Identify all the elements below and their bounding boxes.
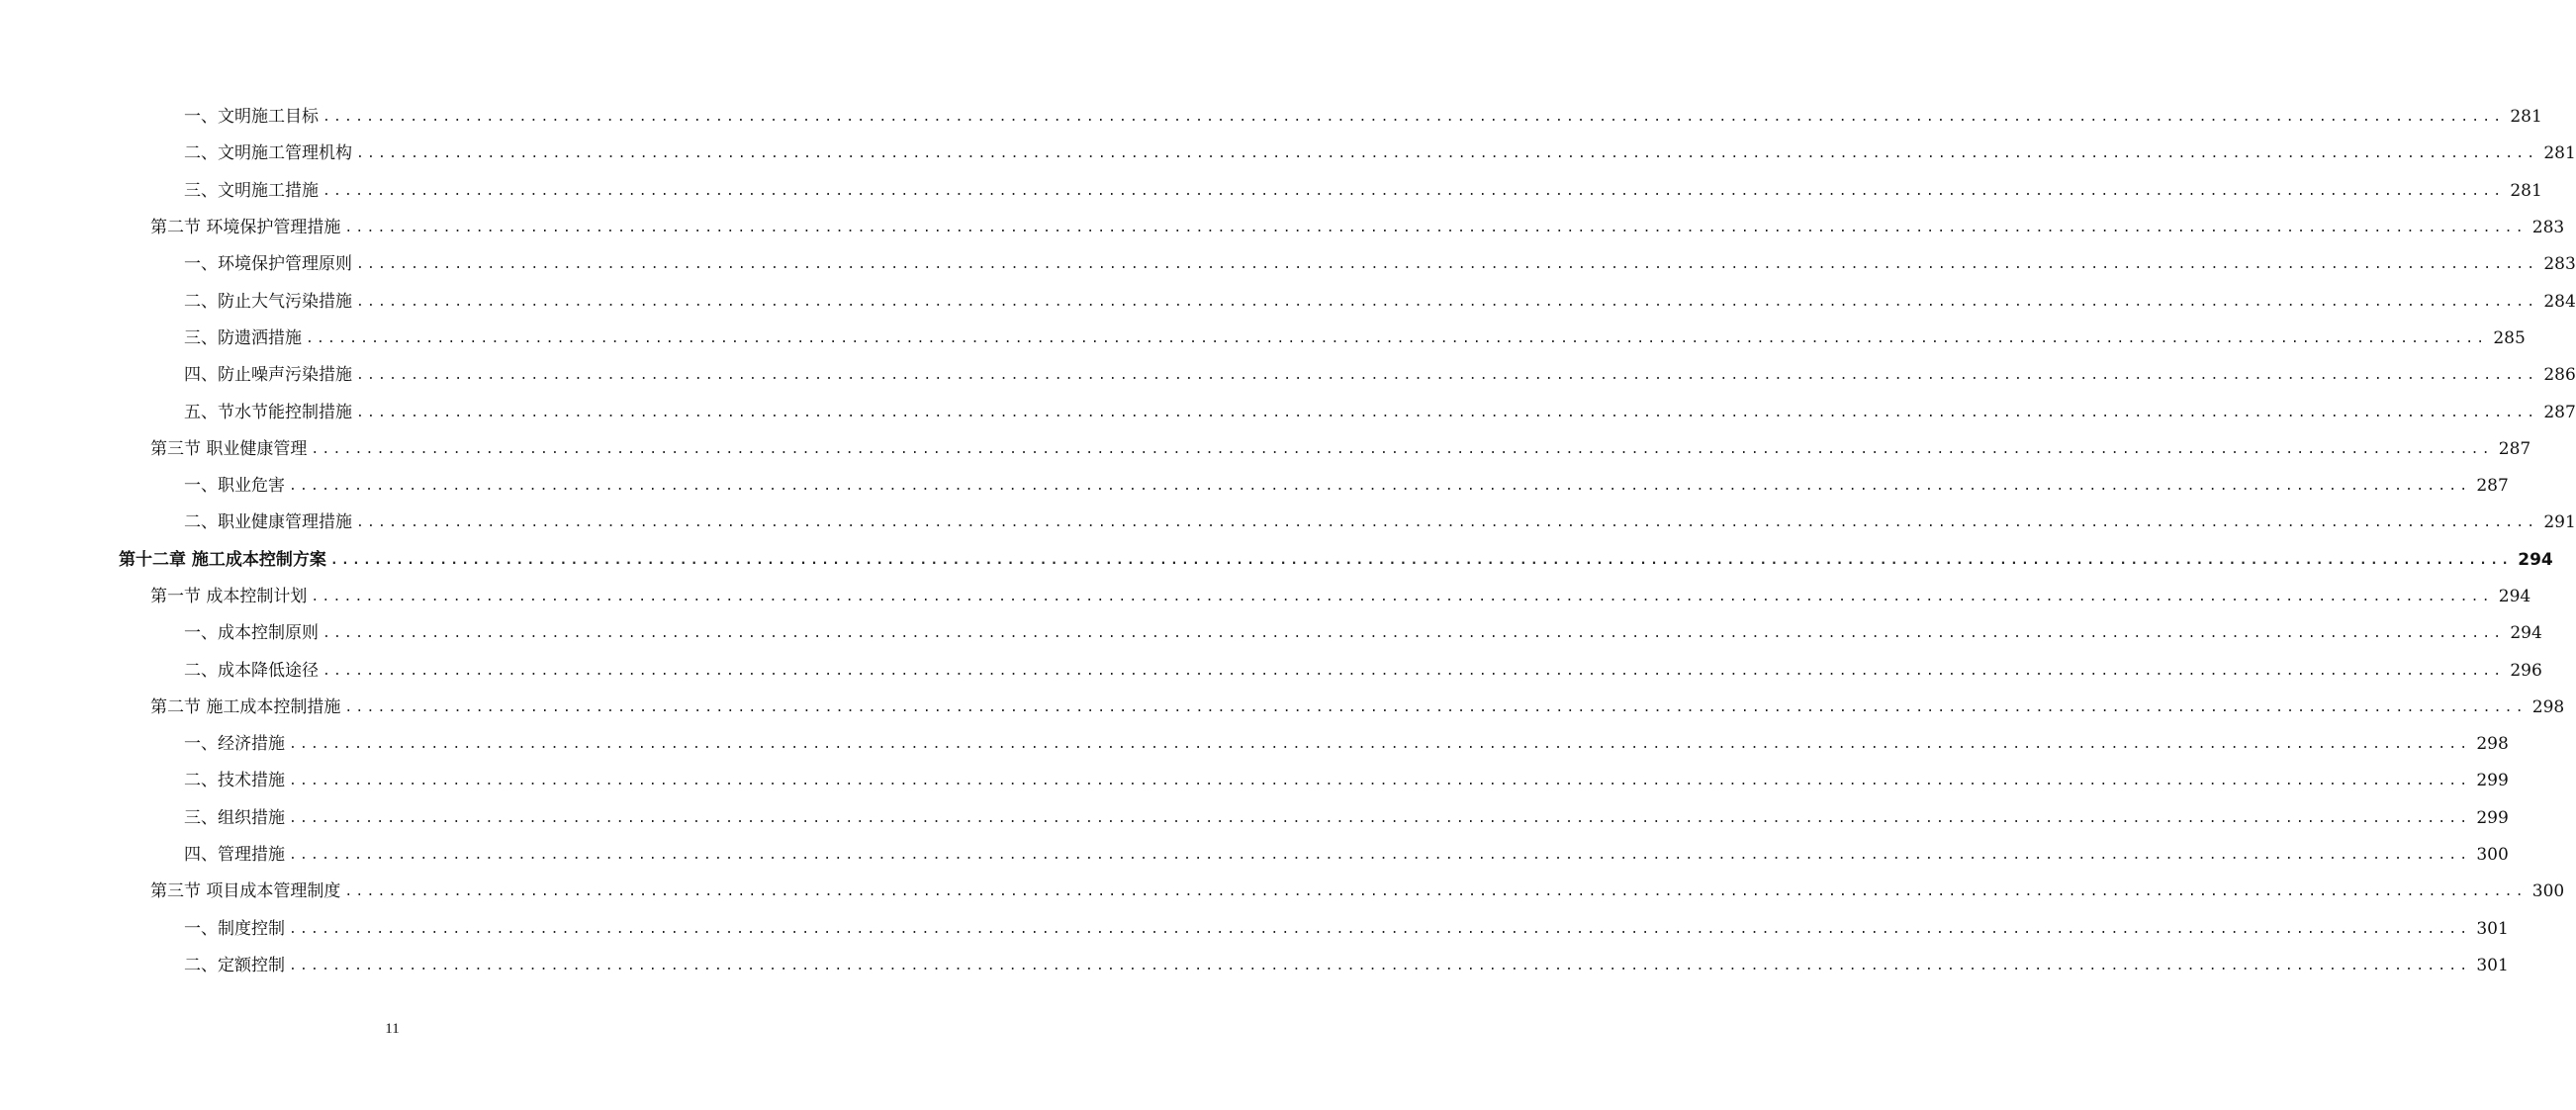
toc-leader-dots: ........................................................................................................................................................................................................ (356, 515, 2538, 531)
toc-entry-title: 二、文明施工管理机构 (184, 136, 356, 172)
toc-entry-page: 286 (2537, 357, 2575, 394)
toc-entry-content (184, 800, 2509, 837)
toc-entry-title: 二、职业健康管理措施 (184, 505, 356, 541)
toc-entry-content (184, 99, 2542, 136)
toc-entry-content (119, 542, 2553, 579)
toc-section[interactable] (0, 579, 2531, 615)
toc-item[interactable] (0, 837, 2509, 874)
toc-leader-dots: ........................................................................................................................................................................................................ (311, 590, 2493, 604)
toc-entry-title: 一、文明施工目标 (184, 99, 322, 136)
toc-item[interactable] (0, 615, 2542, 652)
toc-section[interactable] (0, 431, 2531, 468)
toc-entry-title: 五、节水节能控制措施 (184, 395, 356, 431)
toc-item[interactable] (0, 652, 2542, 689)
toc-chapter[interactable] (0, 542, 2553, 579)
toc-entry-title: 一、职业危害 (184, 468, 289, 505)
page-number: 11 (385, 1021, 400, 1037)
toc-entry-title: 二、定额控制 (184, 948, 289, 984)
toc-entry-page: 283 (2527, 210, 2564, 246)
toc-entry-page: 287 (2493, 431, 2530, 468)
toc-leader-dots: ........................................................................................................................................................................................................ (344, 221, 2527, 236)
toc-entry-page: 281 (2504, 99, 2541, 136)
toc-entry-content (184, 246, 2576, 283)
toc-entry-title: 第二节 环境保护管理措施 (150, 210, 344, 246)
toc-leader-dots: ........................................................................................................................................................................................................ (322, 663, 2505, 679)
toc-entry-content (184, 948, 2509, 984)
table-of-contents (0, 99, 2576, 984)
toc-leader-dots: ........................................................................................................................................................................................................ (289, 848, 2471, 864)
toc-entry-page: 291 (2537, 505, 2575, 541)
toc-entry-content (150, 210, 2565, 246)
toc-entry-content (184, 763, 2509, 799)
toc-entry-page: 294 (2512, 542, 2553, 579)
toc-leader-dots: ........................................................................................................................................................................................................ (289, 737, 2471, 753)
toc-entry-page: 299 (2470, 763, 2508, 799)
toc-item[interactable] (0, 321, 2526, 357)
toc-leader-dots: ........................................................................................................................................................................................................ (356, 368, 2538, 384)
toc-leader-dots: ........................................................................................................................................................................................................ (344, 884, 2527, 900)
toc-entry-title: 一、经济措施 (184, 726, 289, 763)
toc-item[interactable] (0, 246, 2576, 283)
toc-entry-content (150, 874, 2565, 910)
toc-item[interactable] (0, 357, 2576, 394)
toc-entry-title: 第二节 施工成本控制措施 (150, 690, 344, 726)
toc-entry-page: 301 (2470, 948, 2508, 984)
toc-entry-title: 四、防止噪声污染措施 (184, 357, 356, 394)
toc-item[interactable] (0, 726, 2509, 763)
toc-entry-content (184, 357, 2576, 394)
toc-leader-dots: ........................................................................................................................................................................................................ (311, 441, 2493, 457)
toc-entry-page: 287 (2470, 468, 2508, 505)
toc-entry-page: 287 (2537, 395, 2575, 431)
toc-entry-page: 299 (2470, 800, 2508, 837)
toc-leader-dots: ........................................................................................................................................................................................................ (356, 405, 2538, 420)
toc-entry-title: 第十二章 施工成本控制方案 (119, 542, 330, 579)
toc-item[interactable] (0, 800, 2509, 837)
toc-entry-content (150, 579, 2531, 615)
toc-entry-content (184, 653, 2542, 690)
toc-entry-page: 294 (2504, 615, 2541, 652)
toc-entry-page: 300 (2527, 874, 2564, 910)
toc-entry-content (184, 468, 2509, 505)
toc-leader-dots: ........................................................................................................................................................................................................ (356, 146, 2538, 162)
toc-entry-content (184, 837, 2509, 874)
toc-entry-page: 285 (2487, 321, 2525, 357)
toc-item[interactable] (0, 173, 2542, 210)
toc-entry-content (184, 726, 2509, 763)
toc-section[interactable] (0, 874, 2565, 910)
toc-item[interactable] (0, 394, 2576, 430)
toc-entry-page: 298 (2470, 726, 2508, 763)
toc-entry-content (184, 615, 2542, 652)
toc-section[interactable] (0, 690, 2565, 726)
toc-leader-dots: ........................................................................................................................................................................................................ (329, 552, 2513, 568)
toc-entry-content (184, 284, 2576, 321)
toc-entry-title: 第一节 成本控制计划 (150, 579, 311, 615)
toc-item[interactable] (0, 468, 2509, 505)
toc-leader-dots: ........................................................................................................................................................................................................ (356, 257, 2538, 273)
toc-item[interactable] (0, 948, 2509, 984)
toc-leader-dots: ........................................................................................................................................................................................................ (289, 479, 2471, 495)
toc-leader-dots: ........................................................................................................................................................................................................ (322, 110, 2505, 126)
toc-item[interactable] (0, 505, 2576, 541)
toc-item[interactable] (0, 763, 2509, 799)
toc-item[interactable] (0, 136, 2576, 172)
toc-entry-title: 二、防止大气污染措施 (184, 284, 356, 321)
toc-entry-page: 300 (2470, 837, 2508, 874)
toc-entry-title: 三、组织措施 (184, 800, 289, 837)
toc-entry-title: 二、成本降低途径 (184, 653, 322, 690)
toc-leader-dots: ........................................................................................................................................................................................................ (289, 810, 2471, 826)
toc-entry-title: 一、制度控制 (184, 911, 289, 948)
toc-leader-dots: ........................................................................................................................................................................................................ (289, 774, 2471, 789)
toc-entry-content (184, 136, 2576, 172)
toc-entry-content (184, 505, 2576, 541)
toc-entry-page: 294 (2493, 579, 2530, 615)
toc-leader-dots: ........................................................................................................................................................................................................ (356, 294, 2538, 310)
toc-item[interactable] (0, 283, 2576, 320)
toc-entry-title: 三、防遗洒措施 (184, 321, 306, 357)
toc-entry-page: 301 (2470, 911, 2508, 948)
toc-leader-dots: ........................................................................................................................................................................................................ (322, 183, 2505, 199)
toc-entry-content (184, 911, 2509, 948)
toc-entry-content (184, 173, 2542, 210)
toc-entry-title: 一、环境保护管理原则 (184, 246, 356, 283)
toc-entry-title: 一、成本控制原则 (184, 615, 322, 652)
toc-entry-page: 281 (2537, 136, 2575, 172)
toc-leader-dots: ........................................................................................................................................................................................................ (322, 626, 2505, 642)
toc-item[interactable] (0, 99, 2542, 136)
toc-section[interactable] (0, 210, 2565, 246)
toc-entry-title: 四、管理措施 (184, 837, 289, 874)
toc-entry-page: 281 (2504, 173, 2541, 210)
toc-entry-content (184, 395, 2576, 431)
toc-entry-page: 298 (2527, 690, 2564, 726)
toc-leader-dots: ........................................................................................................................................................................................................ (306, 330, 2488, 346)
toc-entry-title: 第三节 项目成本管理制度 (150, 874, 344, 910)
toc-entry-content (184, 321, 2526, 357)
toc-entry-title: 三、文明施工措施 (184, 173, 322, 210)
toc-entry-page: 283 (2537, 246, 2575, 283)
toc-leader-dots: ........................................................................................................................................................................................................ (344, 699, 2527, 715)
toc-entry-title: 第三节 职业健康管理 (150, 431, 311, 468)
toc-entry-title: 二、技术措施 (184, 763, 289, 799)
toc-entry-page: 296 (2504, 653, 2541, 690)
toc-item[interactable] (0, 911, 2509, 948)
toc-entry-content (150, 431, 2531, 468)
toc-entry-content (150, 690, 2565, 726)
toc-leader-dots: ........................................................................................................................................................................................................ (289, 958, 2471, 973)
toc-leader-dots: ........................................................................................................................................................................................................ (289, 921, 2471, 937)
toc-entry-page: 284 (2537, 284, 2575, 321)
